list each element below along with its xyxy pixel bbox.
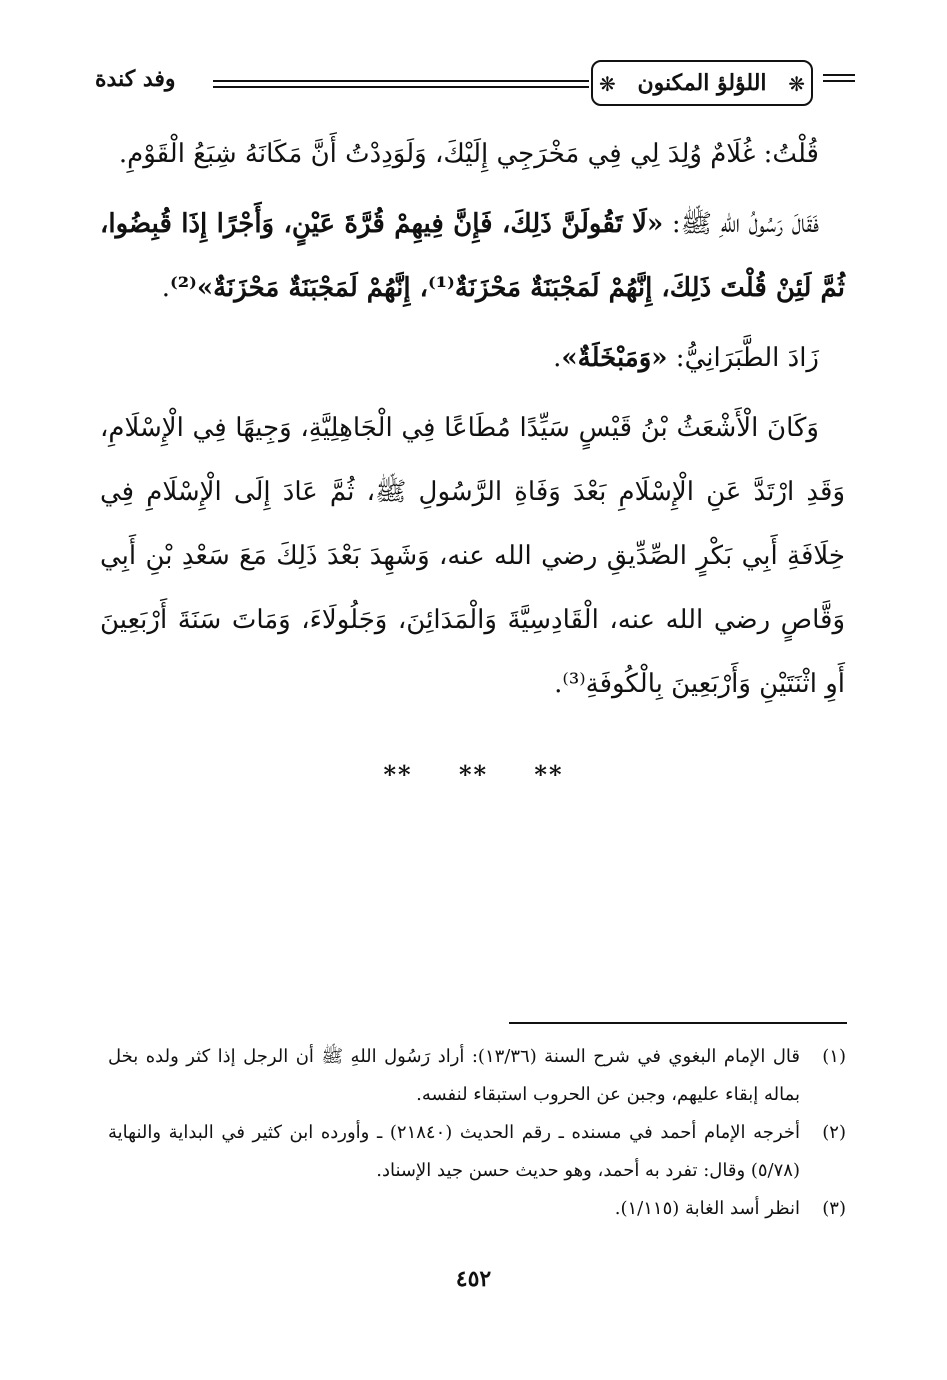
- header-title-frame: [591, 60, 813, 106]
- footnote-number: (١): [822, 1046, 846, 1067]
- footnotes: [108, 1038, 846, 1228]
- section-separator: [0, 760, 947, 789]
- paragraph-3-end: .: [553, 343, 562, 373]
- paragraph-2-end: .: [161, 273, 170, 303]
- ornament-icon: ❋: [599, 72, 616, 96]
- running-header: [95, 58, 855, 114]
- main-text: [100, 122, 845, 722]
- page-number: ٤٥٢: [455, 1266, 492, 1292]
- footnote-3: [108, 1190, 846, 1228]
- paragraph-2-intro: فَقَالَ رَسُولُ اللهِ ﷺ:: [663, 209, 819, 239]
- paragraph-3: [100, 326, 845, 390]
- footnote-text: قال الإمام البغوي في شرح السنة (١٣/٣٦): أراد رَسُول اللهِ ﷺ أن الرجل إذا كثر ولده بخل بماله إبقاء عليهم، وجبن عن الحروب استبقاء لنفسه.: [108, 1046, 800, 1105]
- book-title: اللؤلؤ المكنون: [637, 70, 767, 96]
- footnote-number: (٢): [822, 1122, 846, 1143]
- footnote-divider: [509, 1022, 847, 1024]
- footnote-number: (٣): [822, 1198, 846, 1219]
- header-left-rule: [213, 76, 589, 88]
- separator-mark: **: [458, 760, 489, 789]
- hadith-quote: «لَا تَقُولَنَّ ذَلِكَ، فَإِنَّ فِيهِمْ قُرَّةَ عَيْنٍ، وَأَجْرًا إِذَا قُبِضُوا، ثُمَّ لَئِنْ قُلْتَ ذَلِكَ، إِنَّهُمْ لَمَجْبَنَةٌ مَحْزَنَةٌ⁽¹⁾، إِنَّهُمْ لَمَجْبَنَةٌ مَحْزَنَةٌ»⁽²⁾: [100, 209, 845, 303]
- paragraph-2: [100, 192, 845, 320]
- separator-mark: **: [383, 760, 413, 789]
- tabarani-addition: «وَمَبْخَلَةٌ»: [561, 343, 668, 373]
- footnote-text: أخرجه الإمام أحمد في مسنده ـ رقم الحديث (٢١٨٤٠) ـ وأورده ابن كثير في البداية والنهاية (٥/٧٨) وقال: تفرد به أحمد، وهو حديث حسن جيد الإسناد.: [108, 1122, 800, 1181]
- paragraph-4: وَكَانَ الْأَشْعَثُ بْنُ قَيْسٍ سَيِّدًا مُطَاعًا فِي الْجَاهِلِيَّةِ، وَجِيهًا فِي الْإِسْلَامِ، وَقَدِ ارْتَدَّ عَنِ الْإِسْلَامِ بَعْدَ وَفَاةِ الرَّسُولِ ﷺ، ثُمَّ عَادَ إِلَى الْإِسْلَامِ فِي خِلَافَةِ أَبِي بَكْرٍ الصِّدِّيقِ رضي الله عنه، وَشَهِدَ بَعْدَ ذَلِكَ مَعَ سَعْدِ بْنِ أَبِي وَقَّاصٍ رضي الله عنه، الْقَادِسِيَّةَ وَالْمَدَائِنَ، وَجَلُولَاءَ، وَمَاتَ سَنَةَ أَرْبَعِينَ أَوِ اثْنَتَيْنِ وَأَرْبَعِينَ بِالْكُوفَةِ⁽³⁾.: [100, 413, 845, 699]
- ornament-icon: ❋: [788, 72, 805, 96]
- footnote-text: انظر أسد الغابة (١/١١٥).: [614, 1198, 800, 1219]
- footnote-2: [108, 1114, 846, 1190]
- paragraph-1: قُلْتُ: غُلَامٌ وُلِدَ لِي فِي مَخْرَجِي إِلَيْكَ، وَلَوَدِدْتُ أَنَّ مَكَانَهُ شِبَعُ الْقَوْمِ.: [118, 139, 819, 169]
- footnote-1: [108, 1038, 846, 1114]
- paragraph-3-intro: زَادَ الطَّبَرَانِيُّ:: [667, 343, 819, 373]
- separator-mark: **: [534, 760, 564, 789]
- section-title: وفد كندة: [95, 66, 176, 92]
- header-right-rule: [823, 74, 855, 94]
